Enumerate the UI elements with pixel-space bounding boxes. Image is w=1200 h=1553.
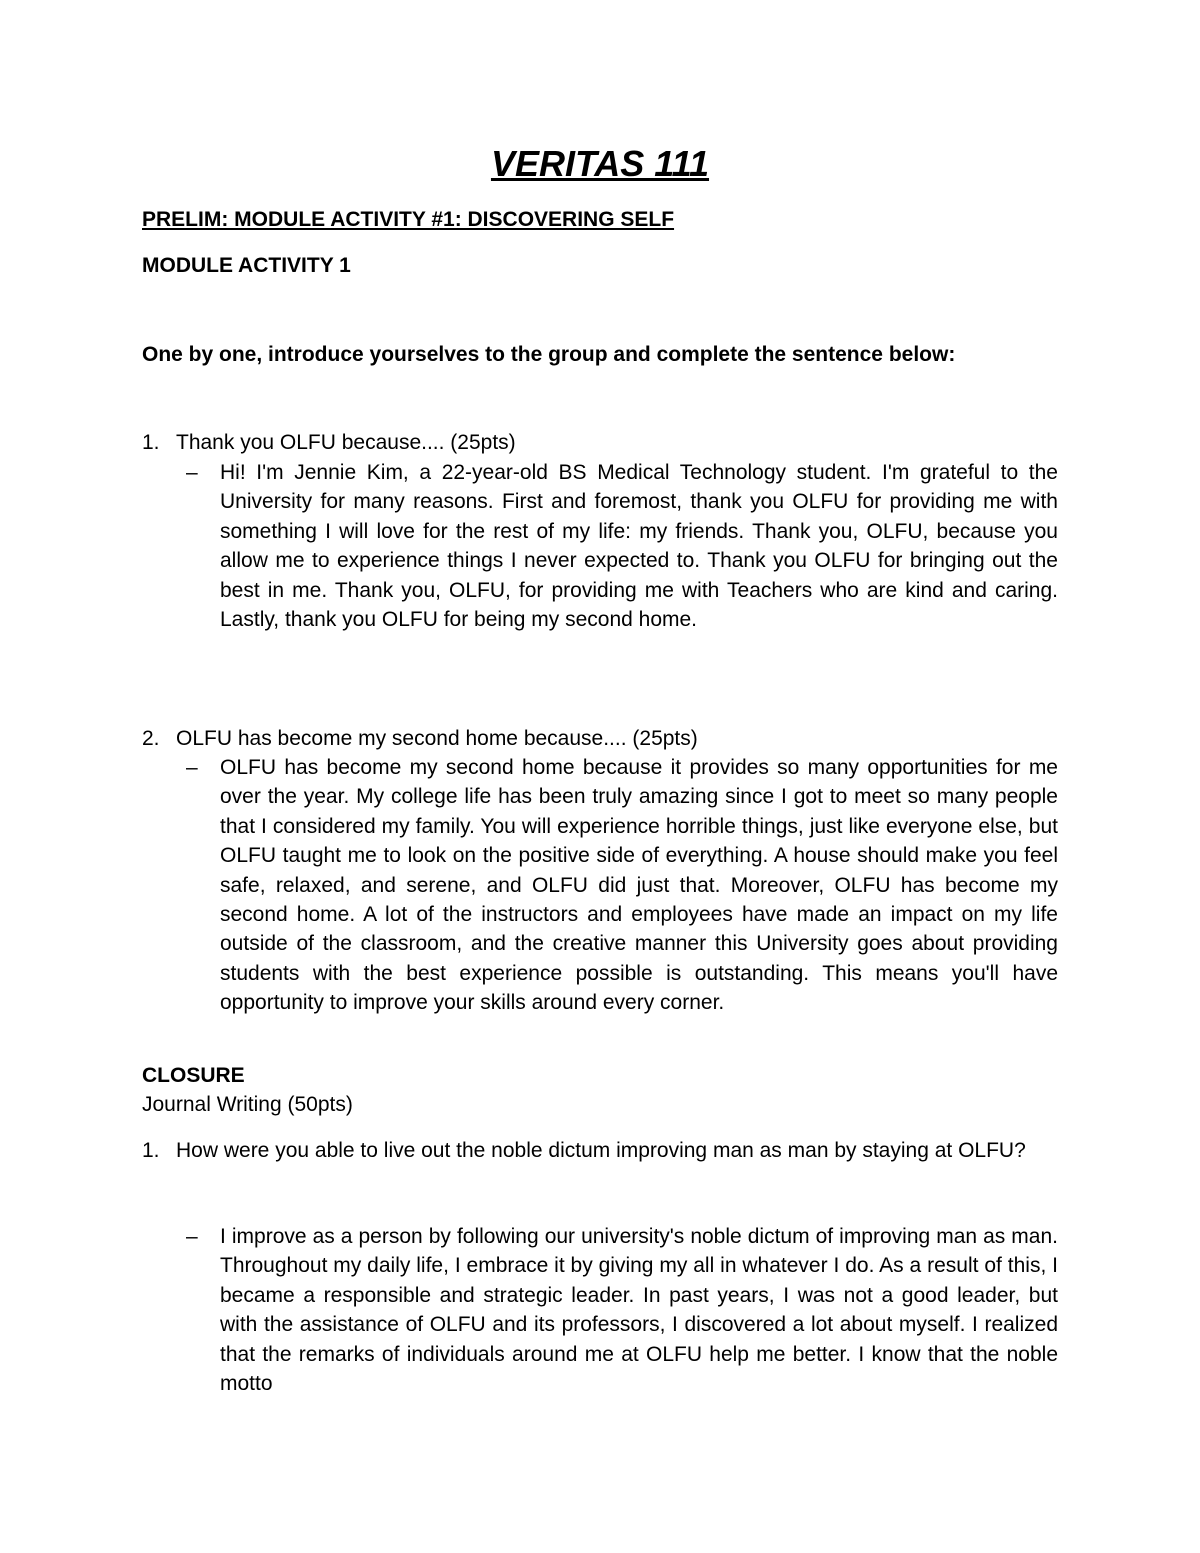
document-title: VERITAS 111 <box>490 143 710 184</box>
prelim-heading: PRELIM: MODULE ACTIVITY #1: DISCOVERING SELF <box>142 208 675 231</box>
closure-answer-text: I improve as a person by following our university's noble dictum of improving man as man. Throughout my daily life, I embrace it by giving my all in whatever I do. As a result of this, I became a responsible and strategic leader. In past years, I was not a good leader, but with the assistance of OLFU and its professors, I discovered a lot about myself. I realized that the remarks of individuals around me at OLFU help me better. I know that the noble motto <box>220 1225 1058 1396</box>
closure-question-prompt: How were you able to live out the noble dictum improving man as man by staying at OLFU? <box>176 1139 1026 1162</box>
answer-1-bullet: – <box>186 461 198 484</box>
answer-2-text: OLFU has become my second home because it provides so many opportunities for me over the year. My college life has been truly amazing since I got to meet so many people that I considered my family. You will experience horrible things, just like everyone else, but OLFU taught me to look on the positive side of everything. A house should make you feel safe, relaxed, and serene, and OLFU did just that. Moreover, OLFU has become my second home. A lot of the instructors and employees have made an impact on my life outside of the classroom, and the creative manner this University goes about providing students with the best experience possible is outstanding. This means you'll have opportunity to improve your skills around every corner. <box>220 756 1058 1015</box>
closure-heading: CLOSURE <box>142 1064 245 1087</box>
question-1-prompt: Thank you OLFU because.... (25pts) <box>176 431 516 454</box>
answer-1-text: Hi! I'm Jennie Kim, a 22-year-old BS Medical Technology student. I'm grateful to the University for many reasons. First and foremost, thank you OLFU for providing me with something I will love for the rest of my life: my friends. Thank you, OLFU, because you allow me to experience things I never expected to. Thank you OLFU for bringing out the best in me. Thank you, OLFU, for providing me with Teachers who are kind and caring. Lastly, thank you OLFU for being my second home. <box>220 461 1058 632</box>
closure-answer-bullet: – <box>186 1225 198 1248</box>
question-2-number: 2. <box>142 727 160 750</box>
module-activity-heading: MODULE ACTIVITY 1 <box>142 254 351 277</box>
answer-2-bullet: – <box>186 756 198 779</box>
journal-writing-label: Journal Writing (50pts) <box>142 1093 353 1116</box>
closure-question-number: 1. <box>142 1139 160 1162</box>
question-2-prompt: OLFU has become my second home because.... (25pts) <box>176 727 698 750</box>
instruction-text: One by one, introduce yourselves to the group and complete the sentence below: <box>142 343 956 366</box>
question-1-number: 1. <box>142 431 160 454</box>
